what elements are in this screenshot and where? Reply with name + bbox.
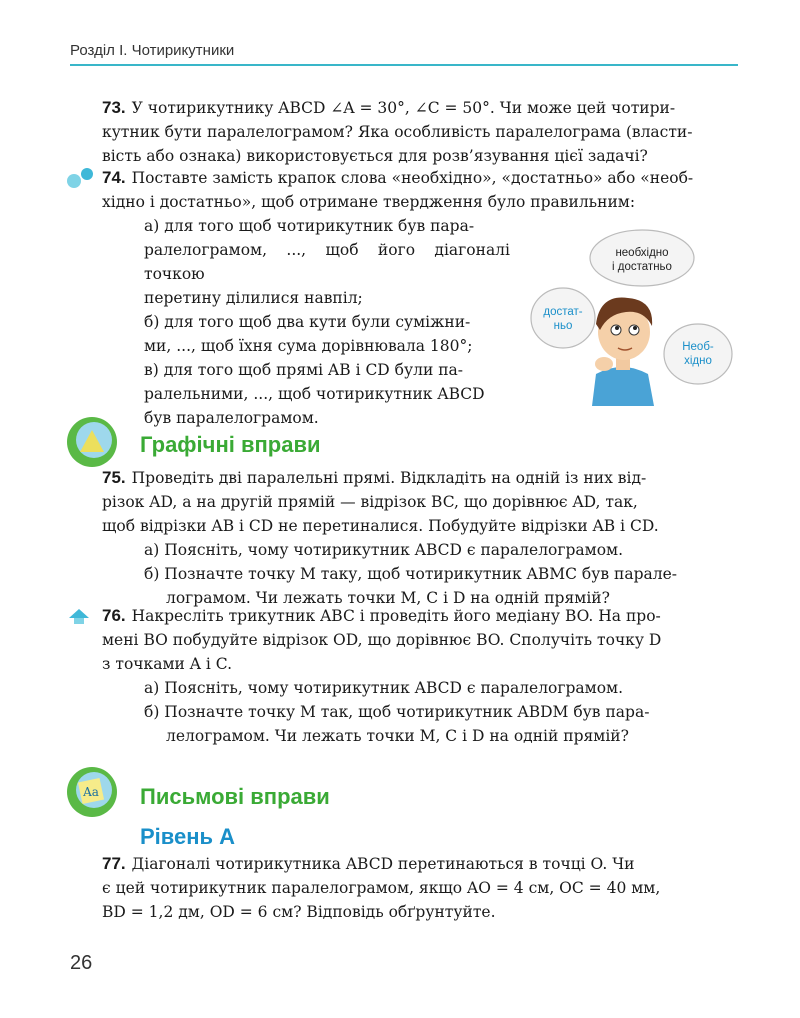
problem-75: 75. Проведіть дві паралельні прямі. Відкладіть на одній із них від- різок AD, а на другій прямій — відрізок BC, що дорівнює AD, так, щоб відрізки AB і CD не перетиналися. Побудуйте відрізки AB і CD. [102, 468, 659, 535]
list-item: б) Позначте точку M таку, щоб чотирикутник ABMC був парале- [144, 565, 678, 583]
problem-number: 77. [102, 854, 126, 873]
level-title: Рівень А [140, 824, 236, 849]
list-item: був паралелограмом. [144, 409, 319, 427]
page-number: 26 [70, 952, 93, 974]
problem-76: 76. Накресліть трикутник ABC і проведіть його медіану BO. На про- мені BO побудуйте відрізок OD, що дорівнює BO. Сполучіть точку D з точками A і C. [102, 606, 662, 673]
problem-number: 73. [102, 98, 126, 117]
bubble-left-line1: достат- [543, 306, 583, 318]
list-item: ралелограмом, ..., щоб його діагоналі точкою [144, 241, 510, 283]
boy-figure [592, 298, 654, 406]
bubble-top-line1: необхідно [615, 247, 669, 259]
list-item: а) Поясніть, чому чотирикутник ABCD є паралелограмом. [144, 679, 624, 697]
list-item: а) Поясніть, чому чотирикутник ABCD є паралелограмом. [144, 541, 624, 559]
list-item: ралельними, ..., щоб чотирикутник ABCD [144, 385, 485, 403]
problem-76-items [144, 676, 738, 748]
problem-77: 77. Діагоналі чотирикутника ABCD перетинаються в точці O. Чи є цей чотирикутник паралелограмом, якщо AO = 4 см, OC = 40 мм, BD = 1,2 дм, OD = 6 см? Відповідь обґрунтуйте. [102, 854, 661, 921]
list-item: а) для того щоб чотирикутник був пара- [144, 217, 475, 235]
graphic-exercises-icon [66, 416, 118, 468]
bubble-right-line1: Необ- [682, 341, 714, 353]
speech-bubble-right [664, 324, 732, 384]
written-exercises-icon [66, 766, 118, 818]
running-header: Розділ І. Чотирикутники [70, 42, 235, 59]
problem-number: 75. [102, 468, 126, 487]
bubble-right-line2: хідно [684, 355, 712, 367]
bubble-top-line2: і достатньо [612, 261, 672, 273]
list-item: б) для того щоб два кути були суміжни- [144, 313, 471, 331]
problem-number: 74. [102, 168, 126, 187]
list-item: в) для того щоб прямі AB і CD були па- [144, 361, 464, 379]
problem-73: 73. У чотирикутнику ABCD ∠A = 30°, ∠C = 50°. Чи може цей чотири- кутник бути паралелограмом? Яка особливість паралелограма (власти- вість або ознака) використовується для розв’язування цієї задачі? [102, 98, 693, 165]
list-item: б) Позначте точку M так, щоб чотирикутник ABDM був пара- [144, 703, 650, 721]
speech-bubble-left [531, 288, 595, 348]
written-icon-label: Aa [83, 785, 99, 799]
section-title-graphic: Графічні вправи [140, 432, 321, 457]
section-title-written: Письмові вправи [140, 784, 330, 809]
header-rule [70, 64, 738, 66]
difficulty-house-icon [66, 606, 92, 626]
thinking-boy-illustration [530, 214, 738, 406]
list-item: лограмом. Чи лежать точки M, C і D на одній прямій? [166, 589, 610, 607]
problem-number: 76. [102, 606, 126, 625]
list-item: лелограмом. Чи лежать точки M, C і D на одній прямій? [166, 727, 629, 745]
difficulty-dots-icon [64, 166, 98, 190]
problem-75-items [144, 538, 738, 610]
bubble-left-line2: ньо [553, 320, 573, 332]
problem-74: 74. Поставте замість крапок слова «необхідно», «достатньо» або «необ- хідно і достатньо», щоб отримане твердження було правильним: [102, 168, 694, 211]
list-item: перетину ділилися навпіл; [144, 289, 363, 307]
problem-74-items [144, 214, 510, 430]
list-item: ми, ..., щоб їхня сума дорівнювала 180°; [144, 337, 473, 355]
